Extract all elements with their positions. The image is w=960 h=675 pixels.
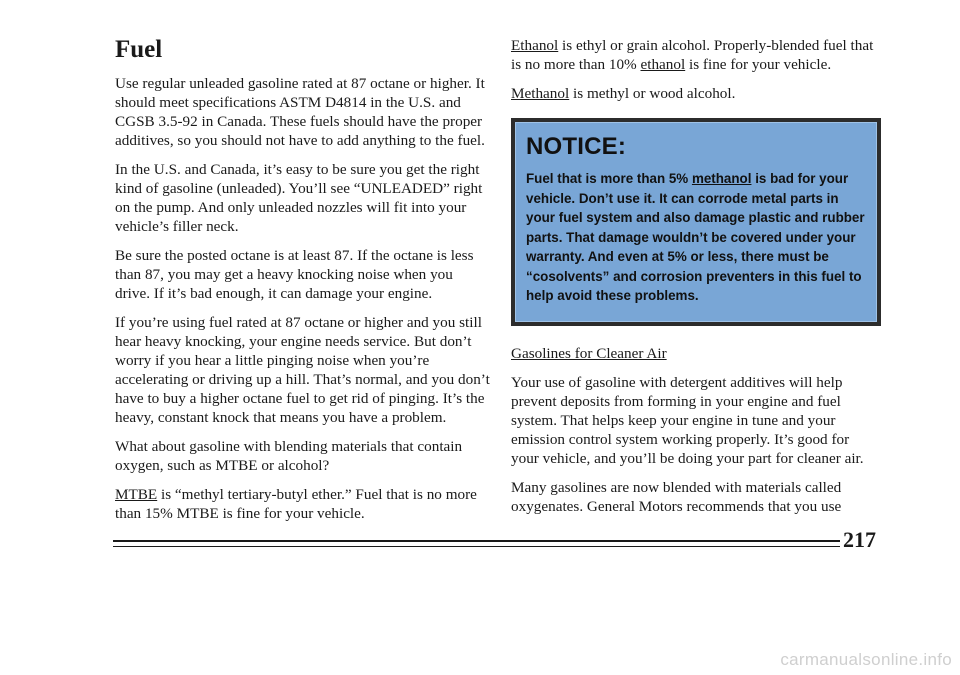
watermark-text: carmanualsonline.info (780, 650, 952, 669)
page-number: 217 (843, 527, 876, 552)
notice-text (526, 169, 866, 306)
methanol-definition: is methyl or wood alcohol. (569, 85, 736, 102)
paragraph-regular-unleaded: Use regular unleaded gasoline rated at 87 octane or higher. It should meet specifications ASTM D4814 in the U.S. and CGSB 3.5-92 in Canada. These fuels should have the proper additives, so you should not have to add anything to the fuel. (115, 75, 485, 149)
mtbe-definition: is “methyl tertiary-butyl ether.” Fuel that is no more than 15% MTBE is fine for your vehicle. (115, 486, 477, 522)
paragraph-oxygenates: Many gasolines are now blended with materials called oxygenates. General Motors recommends that you use (511, 479, 842, 515)
notice-box (511, 118, 881, 326)
notice-term-methanol: methanol (691, 171, 752, 186)
ethanol-definition: is ethyl or grain alcohol. Properly-blended fuel that is no more than 10% (511, 37, 874, 73)
paragraph-ethanol (511, 36, 879, 74)
left-column (115, 36, 491, 533)
ethanol-definition-end: is fine for your vehicle. (685, 56, 832, 73)
notice-text-start: Fuel that is more than 5% (526, 171, 692, 186)
term-ethanol-inline: ethanol (640, 56, 686, 73)
paragraph-mtbe (115, 485, 491, 523)
watermark-bar (0, 650, 960, 675)
paragraph-blending-materials: What about gasoline with blending materials that contain oxygen, such as MTBE or alcohol? (115, 438, 463, 474)
notice-text-rest: is bad for your vehicle. Don’t use it. It can corrode metal parts in your fuel system and also damage plastic and rubber parts. That damage wouldn’t be covered under your warranty. And even at 5% or less, there must be “cosolvents” and corrosion preventers in this fuel to help avoid these problems. (526, 171, 865, 303)
footer-rule (113, 540, 840, 542)
footer-rule-thin (113, 546, 840, 547)
term-ethanol: Ethanol (511, 37, 559, 54)
right-column (511, 36, 879, 526)
paragraph-knocking: If you’re using fuel rated at 87 octane or higher and you still hear heavy knocking, your engine needs service. But don’t worry if you hear a little pinging noise when you’re accelerating or driving up a hill. That’s normal, and you don’t have to buy a higher octane fuel to get rid of pinging. It’s the heavy, constant knock that means you have a problem. (115, 314, 490, 426)
paragraph-us-canada: In the U.S. and Canada, it’s easy to be sure you get the right kind of gasoline (unleaded). You’ll see “UNLEADED” right on the pump. And only unleaded nozzles will fit into your vehicle’s filler neck. (115, 161, 483, 235)
section-heading-cleaner-air: Gasolines for Cleaner Air (511, 345, 667, 362)
page-title: Fuel (115, 36, 163, 63)
term-methanol: Methanol (511, 85, 570, 102)
paragraph-posted-octane: Be sure the posted octane is at least 87. If the octane is less than 87, you may get a heavy knocking noise when you drive. If it’s bad enough, it can damage your engine. (115, 247, 474, 302)
term-mtbe: MTBE (115, 486, 158, 503)
notice-box-inner (515, 122, 877, 322)
notice-title: NOTICE: (526, 133, 627, 160)
paragraph-detergent-additives: Your use of gasoline with detergent additives will help prevent deposits from forming in your engine and fuel system. That helps keep your engine in tune and your emission control system working properly. It’s good for your vehicle, and you’ll be doing your part for cleaner air. (511, 374, 864, 467)
paragraph-methanol (511, 84, 879, 103)
